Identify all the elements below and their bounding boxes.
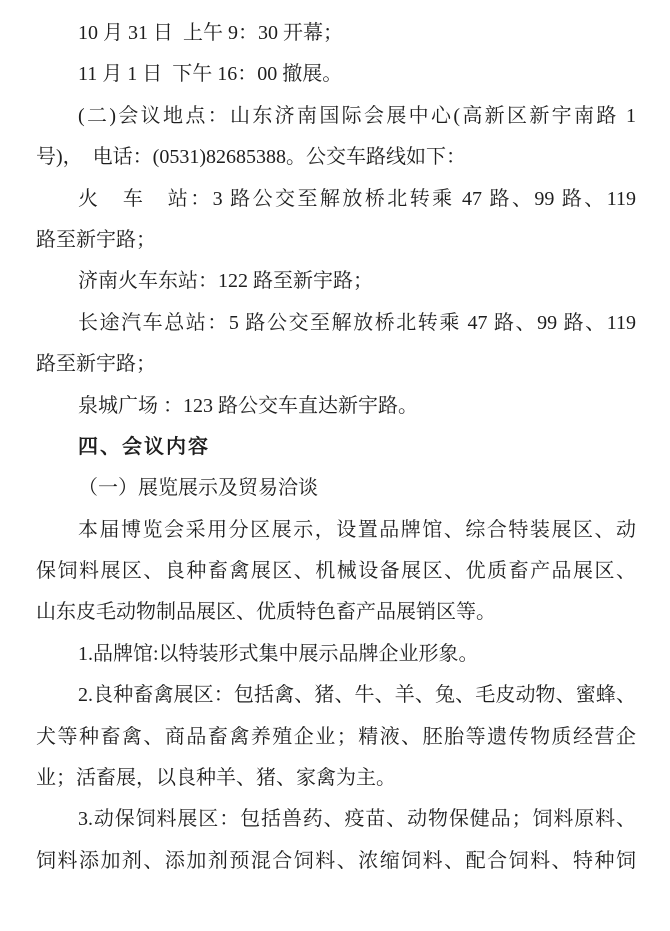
zone-2-livestock-line-2: 犬等种畜禽、商品畜禽养殖企业；精液、胚胎等遗传物质经营企	[36, 725, 636, 748]
zone-3-feed-line-2: 饲料添加剂、添加剂预混合饲料、浓缩饲料、配合饲料、特种饲	[36, 849, 636, 872]
venue-line-1: (二)会议地点：山东济南国际会展中心(高新区新宇南路 1	[78, 104, 636, 127]
schedule-opening-line: 10 月 31 日 上午 9：30 开幕；	[78, 22, 343, 44]
zone-2-livestock-line-1: 2.良种畜禽展区：包括禽、猪、牛、羊、兔、毛皮动物、蜜蜂、	[78, 684, 636, 707]
exhibition-overview-line-1: 本届博览会采用分区展示，设置品牌馆、综合特装展区、动	[78, 518, 636, 541]
subsection-1-title: （一）展览展示及贸易洽谈	[78, 477, 318, 500]
bus-east-station-line: 济南火车东站：122 路至新宇路；	[78, 270, 373, 293]
bus-railway-station-line-1: 火 车 站：3 路公交至解放桥北转乘 47 路、99 路、119	[78, 187, 636, 210]
section-4-heading: 四、会议内容	[78, 435, 210, 458]
bus-quancheng-square-line: 泉城广场 ：123 路公交车直达新宇路。	[78, 394, 418, 417]
zone-1-brand-hall-line: 1.品牌馆:以特装形式集中展示品牌企业形象。	[78, 642, 479, 665]
zone-3-feed-line-1: 3.动保饲料展区：包括兽药、疫苗、动物保健品；饲料原料、	[78, 808, 636, 831]
bus-coach-terminal-line-2: 路至新宇路；	[36, 353, 156, 376]
exhibition-overview-line-2: 保饲料展区、良种畜禽展区、机械设备展区、优质畜产品展区、	[36, 560, 636, 583]
zone-2-livestock-line-3: 业；活畜展，以良种羊、猪、家禽为主。	[36, 767, 396, 790]
bus-coach-terminal-line-1: 长途汽车总站：5 路公交至解放桥北转乘 47 路、99 路、119	[78, 311, 636, 334]
schedule-closing-line: 11 月 1 日 下午 16：00 撤展。	[78, 63, 343, 86]
exhibition-overview-line-3: 山东皮毛动物制品展区、优质特色畜产品展销区等。	[36, 601, 496, 624]
bus-railway-station-line-2: 路至新宇路；	[36, 228, 156, 251]
venue-line-2: 号)， 电话：(0531)82685388。公交车路线如下：	[36, 146, 466, 169]
